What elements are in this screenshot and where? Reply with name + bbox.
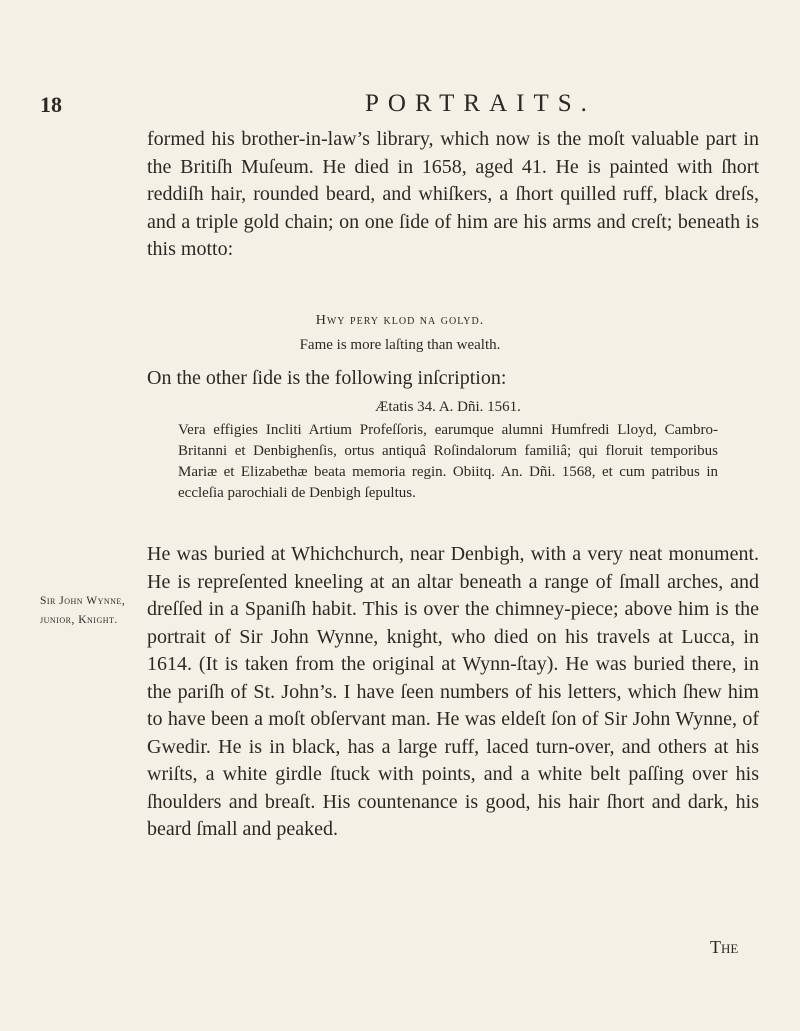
motto-welsh: Hwy pery klod na golyd. bbox=[315, 313, 485, 328]
paragraph-2 bbox=[147, 541, 759, 844]
inscription-block bbox=[178, 397, 718, 504]
catchword: The bbox=[710, 937, 739, 957]
inscription-date: Ætatis 34. A. Dñi. 1561. bbox=[375, 399, 521, 415]
paragraph-1 bbox=[147, 126, 759, 264]
inscription-intro: On the other ſide is the following inſcription: bbox=[147, 367, 507, 389]
page-number: 18 bbox=[40, 92, 62, 117]
margin-note: Sir John Wynne, junior, Knight. bbox=[40, 595, 126, 626]
paragraph-1-text: formed his brother-in-law’s library, which now is the moſt valuable part in the Britiſh Muſeum. He died in 1658, aged 41. He is painted with ſhort reddiſh hair, rounded beard, and whiſkers, a ſhort quilled ruff, black dreſs, and a triple gold chain; on one ſide of him are his arms and creſt; beneath is this motto: bbox=[147, 128, 759, 260]
motto-translation: Fame is more laſting than wealth. bbox=[299, 337, 501, 353]
paragraph-2-text: He was buried at Whichchurch, near Denbigh, with a very neat monument. He is repreſented kneeling at an altar beneath a range of ſmall arches, and dreſſed in a Spaniſh habit. This is over the chimney-piece; above him is the portrait of Sir John Wynne, knight, who died on his travels at Lucca, in 1614. (It is taken from the original at Wynn-ſtay). He was buried there, in the pariſh of St. John’s. I have ſeen numbers of his letters, which ſhew him to have been a moſt obſervant man. He was eldeſt ſon of Sir John Wynne, of Gwedir. He is in black, has a large ruff, laced turn-over, and others at his wriſts, a white girdle ſtuck with points, and a white belt paſſing over his ſhoulders and breaſt. His countenance is good, his hair ſhort and dark, his beard ſmall and peaked. bbox=[147, 543, 759, 840]
inscription-text: Vera effigies Incliti Artium Profeſſoris, earumque alumni Humfredi Lloyd, Cambro-Britanni et Denbighenſis, ortus antiquâ Roſindalorum familiâ; qui floruit temporibus Mariæ et Elizabethæ beata memoria regin. Obiitq. An. Dñi. 1568, et cum patribus in eccleſia parochiali de Denbigh ſepultus. bbox=[178, 422, 718, 501]
running-head: PORTRAITS. bbox=[365, 90, 596, 117]
